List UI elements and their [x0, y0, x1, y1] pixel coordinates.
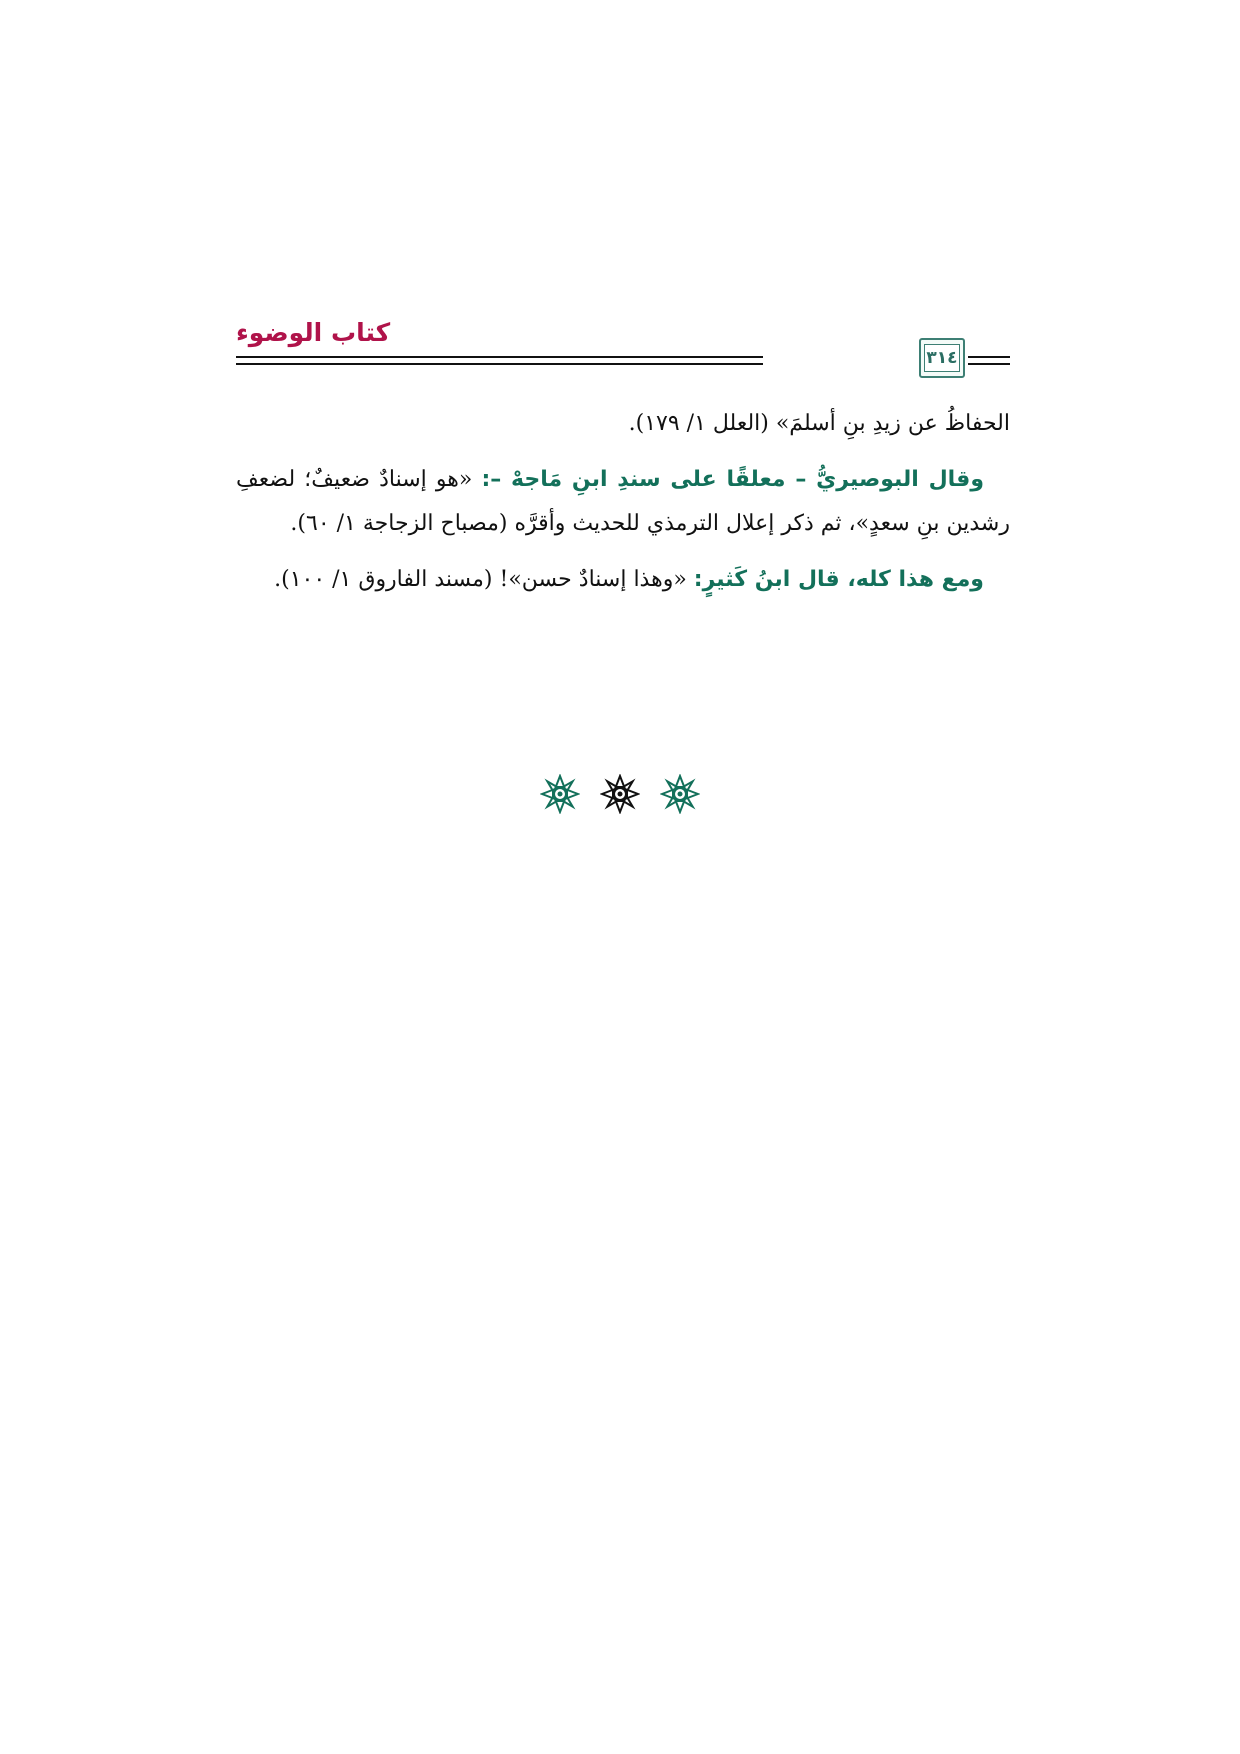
paragraph-2 — [236, 458, 1010, 546]
page-number-badge — [919, 338, 965, 378]
page-number: ٣١٤ — [924, 344, 960, 372]
paragraph-3-lead: ومع هذا كله، قال ابنُ كَثيرٍ: — [693, 567, 984, 592]
rosette-icon — [600, 774, 640, 814]
paragraph-3 — [236, 558, 1010, 602]
paragraph-2-text: «هو إسنادٌ ضعيفٌ؛ لضعفِ رشدين بنِ سعدٍ»، ثم ذكر إعلال الترمذي للحديث وأقرَّه (مصباح الزجاجة ١/ ٦٠). — [236, 467, 1010, 536]
page-content — [236, 402, 1010, 614]
header-rule-right-bottom — [968, 363, 1010, 365]
paragraph-1: الحفاظُ عن زيدِ بنِ أسلمَ» (العلل ١/ ١٧٩). — [628, 411, 1010, 436]
paragraph-3-text: «وهذا إسنادٌ حسن»! (مسند الفاروق ١/ ١٠٠). — [274, 567, 694, 592]
paragraph-2-lead: وقال البوصيريُّ – معلقًا على سندِ ابنِ مَاجهْ –: — [481, 467, 984, 492]
header-rule-top — [236, 356, 763, 358]
section-end-ornament — [540, 774, 700, 814]
header-rule-bottom — [236, 363, 763, 365]
rosette-icon — [540, 774, 580, 814]
rosette-icon — [660, 774, 700, 814]
chapter-title: كتاب الوضوء — [236, 318, 391, 347]
page-header — [236, 318, 1010, 378]
header-rule-right-top — [968, 356, 1010, 358]
